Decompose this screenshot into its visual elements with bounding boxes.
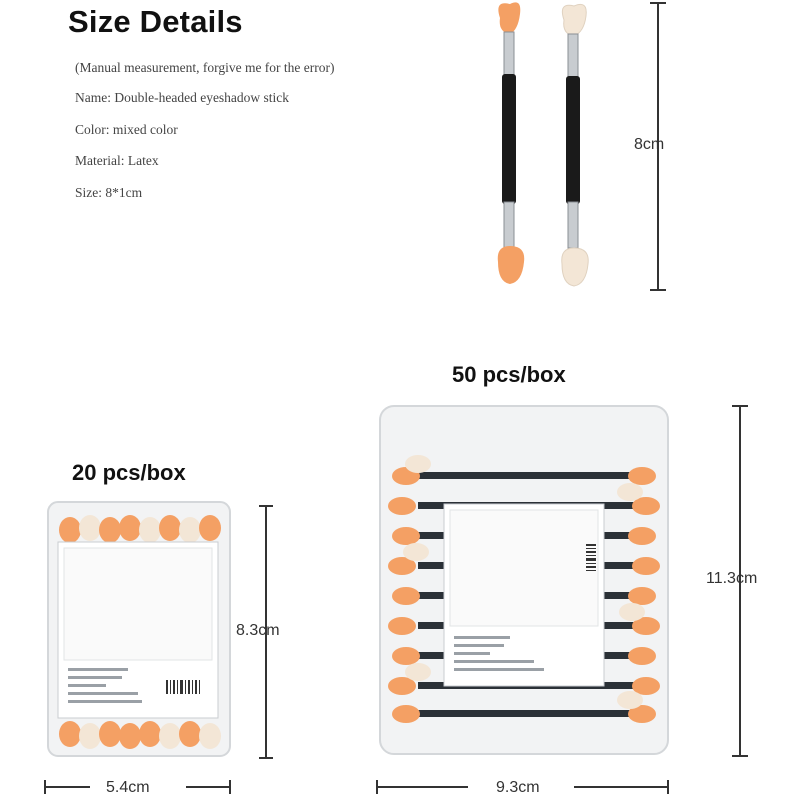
measurement-note: (Manual measurement, forgive me for the error) (75, 60, 335, 75)
small-box-width-label: 5.4cm (106, 779, 150, 796)
large-box-image (378, 404, 670, 756)
cream-stick (562, 4, 588, 286)
small-box-height-bottom-cap (259, 757, 273, 759)
small-box-width-right-cap (229, 780, 231, 794)
eyeshadow-sticks-image (470, 0, 630, 300)
small-box-image (46, 500, 232, 758)
large-box-width-line-right (574, 786, 668, 788)
stick-dimension-bottom-cap (650, 289, 666, 291)
page-title: Size Details (68, 4, 243, 39)
large-box-width-line-left (376, 786, 468, 788)
large-box-width-right-cap (667, 780, 669, 794)
small-box-width-line-left (44, 786, 90, 788)
stick-dimension-label: 8cm (634, 136, 665, 153)
small-box-width-line-right (186, 786, 230, 788)
large-box-height-bottom-cap (732, 755, 748, 757)
spec-name: Name: Double-headed eyeshadow stick (75, 90, 290, 105)
large-box-width-label: 9.3cm (496, 779, 540, 796)
spec-material: Material: Latex (75, 153, 159, 168)
small-box-height-label: 8.3cm (236, 622, 280, 639)
small-box-label: 20 pcs/box (72, 460, 186, 485)
spec-color: Color: mixed color (75, 122, 178, 137)
large-box-label: 50 pcs/box (452, 362, 566, 387)
spec-size: Size: 8*1cm (75, 185, 143, 200)
orange-stick (498, 2, 524, 284)
large-box-height-label: 11.3cm (706, 570, 758, 587)
